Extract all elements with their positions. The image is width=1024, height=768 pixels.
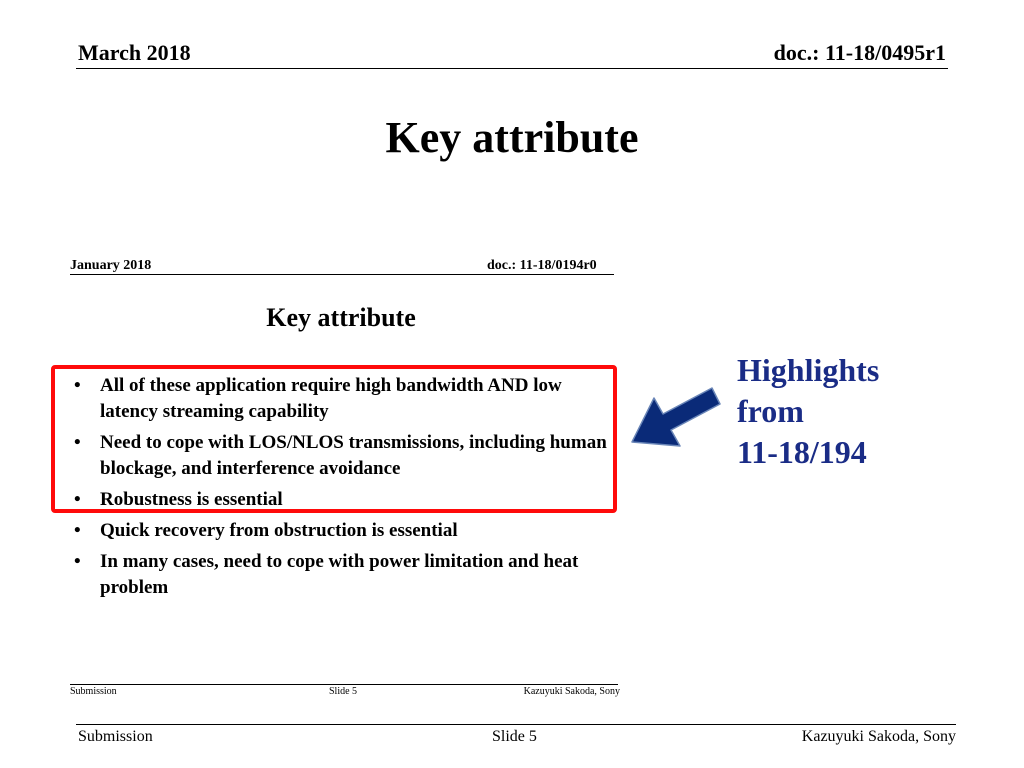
embedded-footer-left: Submission: [70, 686, 117, 697]
callout-line: Highlights: [737, 352, 880, 388]
bullet-item: [70, 518, 610, 544]
slide-header-doc: doc.: 11-18/0495r1: [773, 40, 946, 65]
slide-header-date: March 2018: [78, 40, 191, 65]
bullet-text: Need to cope with LOS/NLOS transmissions, including human blockage, and interference avoidance: [100, 432, 607, 479]
bullet-mark: •: [74, 375, 81, 396]
bullet-mark: •: [74, 520, 81, 541]
bullet-text: Robustness is essential: [100, 489, 283, 510]
embedded-footer-rule: [70, 684, 618, 685]
bullet-item: [70, 549, 610, 601]
callout-line: 11-18/194: [737, 434, 867, 470]
bullet-mark: •: [74, 551, 81, 572]
footer-rule: [76, 724, 956, 725]
embedded-header-doc: doc.: 11-18/0194r0: [487, 258, 597, 273]
arrow-left-icon: [628, 384, 724, 454]
bullet-mark: •: [74, 432, 81, 453]
bullet-text: Quick recovery from obstruction is essential: [100, 520, 458, 541]
embedded-header-date: January 2018: [70, 258, 152, 273]
callout-line: from: [737, 393, 804, 429]
bullet-text: All of these application require high bandwidth AND low latency streaming capability: [100, 375, 562, 422]
bullet-text: In many cases, need to cope with power limitation and heat problem: [100, 551, 579, 598]
slide-title: Key attribute: [385, 113, 639, 162]
footer-slide-number: Slide 5: [492, 728, 537, 745]
header-rule: [76, 68, 948, 69]
highlight-box: [51, 365, 617, 513]
footer-author: Kazuyuki Sakoda, Sony: [801, 728, 956, 745]
bullet-mark: •: [74, 489, 81, 510]
embedded-title: Key attribute: [266, 303, 416, 332]
embedded-footer-center: Slide 5: [329, 686, 358, 697]
embedded-footer-right: Kazuyuki Sakoda, Sony: [523, 686, 620, 697]
highlights-callout: [737, 350, 937, 473]
footer-submission: Submission: [78, 728, 153, 745]
embedded-header-rule: [70, 274, 614, 275]
